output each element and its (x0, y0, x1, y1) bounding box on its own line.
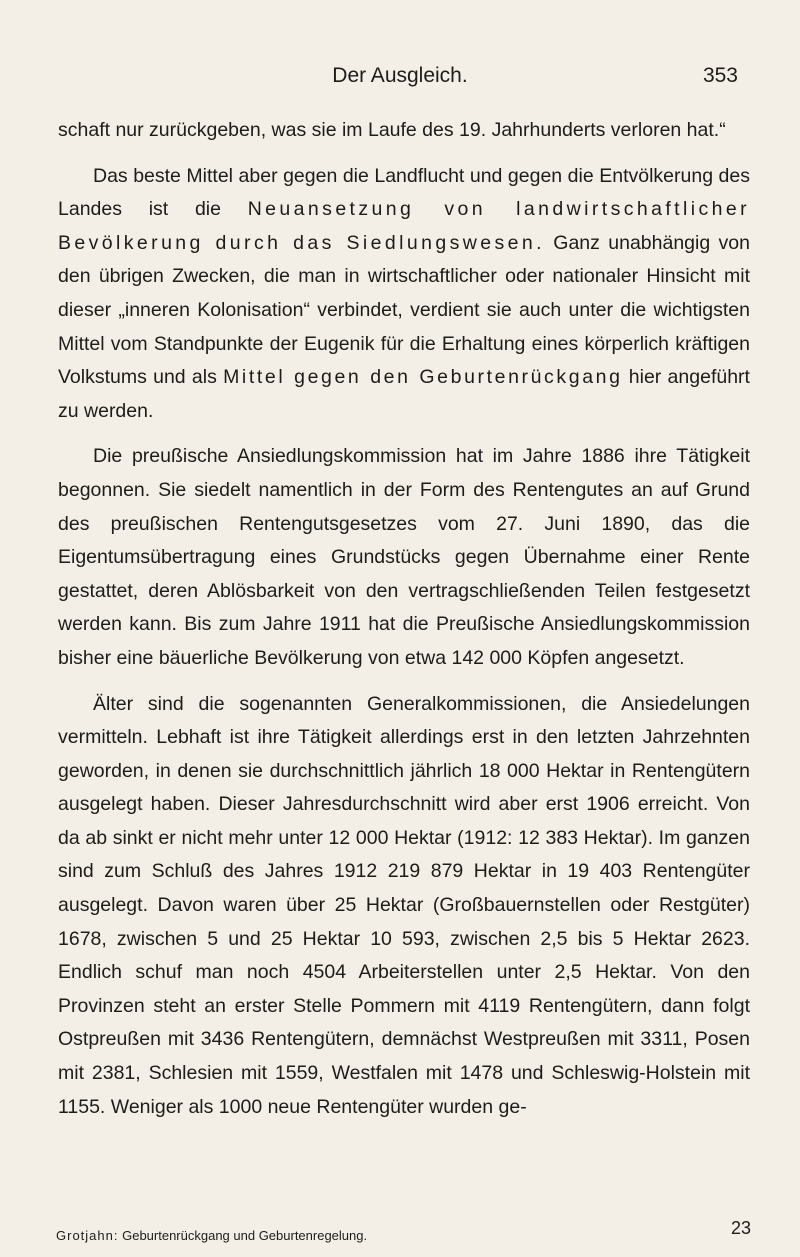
emphasis-spaced-text: Neuansetzung von landwirtschaftlicher Bevölkerung durch das Siedlungswesen. (58, 198, 750, 254)
page-footer (56, 1218, 751, 1250)
emphasis-spaced-text: Mittel gegen den Geburtenrückgang (223, 366, 623, 389)
paragraph-text: Das beste Mittel aber gegen die Landflucht und gegen die Entvölkerung des Landes ist die (58, 164, 750, 221)
footer-signature-line (56, 1228, 367, 1243)
paragraph-generalkommissionen: Älter sind die sogenannten Generalkommissionen, die Ansiedelungen vermitteln. Lebhaft ist ihre Tätigkeit allerdings erst in den letzten Jahrzehnten geworden, in denen sie durchschnittlich jährlich 18 000 Hektar in Rentengütern ausgelegt haben. Dieser Jahresdurchschnitt wird aber erst 1906 erreicht. Von da ab sinkt er nicht mehr unter 12 000 Hektar (1912: 12 383 Hektar). Im ganzen sind zum Schluß des Jahres 1912 219 879 Hektar in 19 403 Rentengüter ausgelegt. Davon waren über 25 Hektar (Großbauernstellen oder Restgüter) 1678, zwischen 5 und 25 Hektar 10 593, zwischen 2,5 bis 5 Hektar 2623. Endlich schuf man noch 4504 Arbeiterstellen unter 2,5 Hektar. Von den Provinzen steht an erster Stelle Pommern mit 4119 Rentengütern, dann folgt Ostpreußen mit 3436 Rentengütern, demnächst Westpreußen mit 3311, Posen mit 2381, Schlesien mit 1559, Westfalen mit 1478 und Schleswig-Holstein mit 1155. Weniger als 1000 neue Rentengüter wurden ge- (58, 692, 750, 1118)
paragraph-text: hier angeführt zu werden. (58, 366, 750, 422)
paragraph-ansiedlungskommission: Die preußische Ansiedlungskommission hat im Jahre 1886 ihre Tätigkeit begonnen. Sie siedelt namentlich in der Form des Rentengutes an auf Grund des preußischen Rentengutsgesetzes vom 27. Juni 1890, das die Eigentumsübertragung eines Grundstücks gegen Übernahme einer Rente gestattet, deren Ablösbarkeit von den vertragschließenden Teilen festgesetzt werden kann. Bis zum Jahre 1911 hat die Preußische Ansiedlungskommission bisher eine bäuerliche Bevölkerung von etwa 142 000 Köpfen angesetzt. (58, 445, 750, 669)
footer-book-title: Geburtenrückgang und Geburtenregelung. (118, 1228, 368, 1243)
paragraph-continuation: schaft nur zurückgeben, was sie im Laufe des 19. Jahrhunderts verloren hat.“ (58, 119, 726, 141)
body-text (58, 114, 750, 1124)
page-number: 353 (702, 64, 738, 87)
paragraph-text: Ganz unabhängig von den übrigen Zwecken, die man in wirtschaftlicher oder nationaler Hinsicht mit dieser „inneren Kolonisation“ verbindet, verdient sie auch unter die wichtigsten Mittel vom Standpunkte der Eugenik für die Erhaltung eines körperlich kräftigen Volkstums und als (58, 231, 750, 389)
running-head (0, 64, 800, 94)
paragraph-siedlungswesen (58, 160, 750, 429)
signature-number: 23 (730, 1218, 751, 1238)
running-title: Der Ausgleich. (332, 64, 468, 87)
footer-author: Grotjahn: (56, 1228, 119, 1243)
